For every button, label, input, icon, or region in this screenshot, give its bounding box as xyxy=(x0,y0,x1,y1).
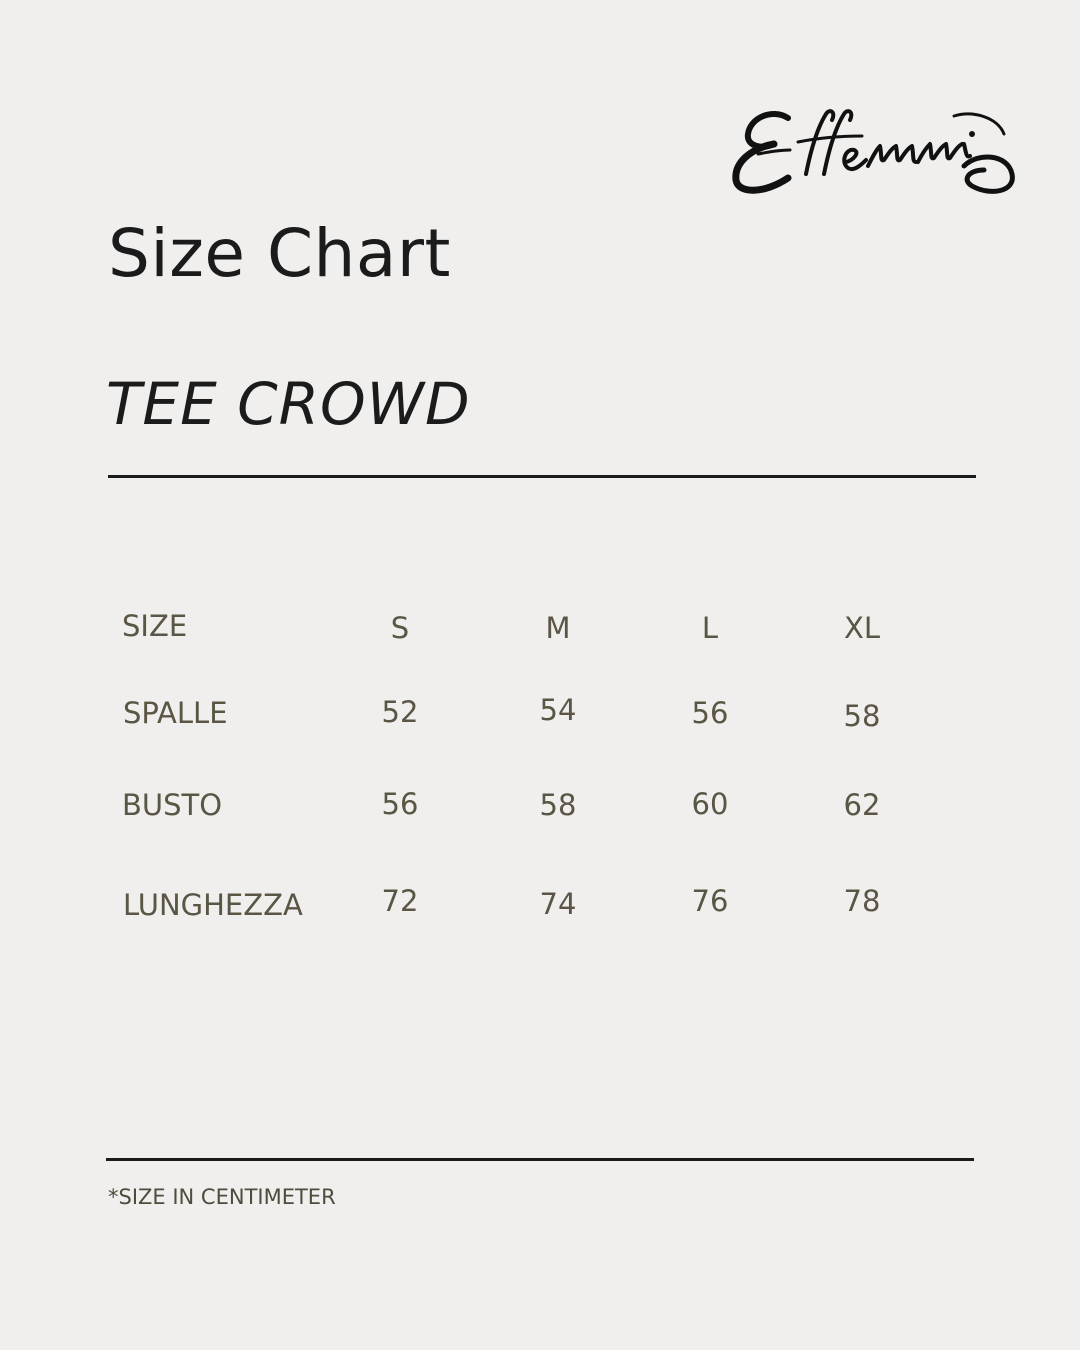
product-name: TEE CROWD xyxy=(106,370,471,438)
cell-lunghezza-xl: 78 xyxy=(843,884,881,918)
brand-logo xyxy=(728,104,1018,202)
cell-lunghezza-s: 72 xyxy=(381,884,419,918)
cell-busto-xl: 62 xyxy=(843,788,881,822)
header-size-m: M xyxy=(545,611,571,645)
cell-busto-m: 58 xyxy=(539,788,577,822)
cell-spalle-m: 54 xyxy=(539,693,577,727)
cell-busto-s: 56 xyxy=(381,787,419,821)
cell-lunghezza-m: 74 xyxy=(539,887,577,921)
header-size-s: S xyxy=(390,611,410,645)
top-divider xyxy=(108,475,976,478)
page-title: Size Chart xyxy=(108,215,451,292)
cell-spalle-l: 56 xyxy=(691,696,729,730)
row-label-spalle: SPALLE xyxy=(123,696,228,730)
header-size-xl: XL xyxy=(843,611,881,645)
header-size-l: L xyxy=(701,611,719,645)
row-label-lunghezza: LUNGHEZZA xyxy=(123,888,303,922)
cell-busto-l: 60 xyxy=(691,787,729,821)
unit-note: *SIZE IN CENTIMETER xyxy=(108,1185,336,1209)
header-size-label: SIZE xyxy=(122,609,188,643)
bottom-divider xyxy=(106,1158,974,1161)
cell-lunghezza-l: 76 xyxy=(691,884,729,918)
cell-spalle-s: 52 xyxy=(381,695,419,729)
cell-spalle-xl: 58 xyxy=(843,699,881,733)
row-label-busto: BUSTO xyxy=(122,788,223,822)
